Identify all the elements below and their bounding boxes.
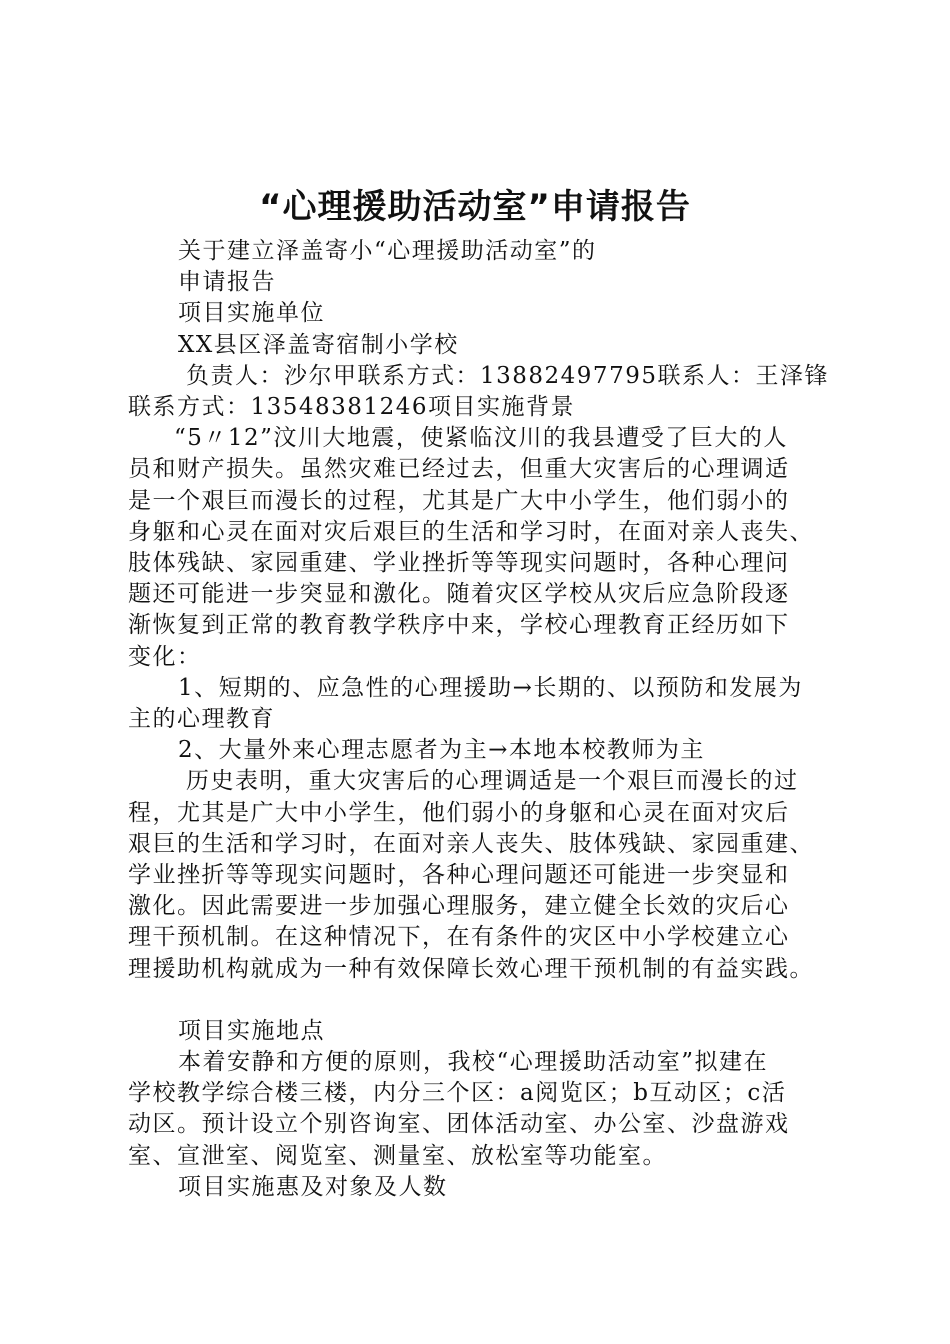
text-line: 学业挫折等等现实问题时，各种心理问题还可能进一步突显和 [128,862,790,889]
text-line: 学校教学综合楼三楼，内分三个区：a阅览区；b互动区；c活 [128,1080,787,1107]
section-heading: 项目实施地点 [178,1017,325,1044]
text-line: 程，尤其是广大中小学生，他们弱小的身躯和心灵在面对灾后 [128,799,790,826]
text-line: 题还可能进一步突显和激化。随着灾区学校从灾后应急阶段逐 [128,581,790,608]
document-body [128,236,858,1203]
text-line: 主的心理教育 [128,706,275,733]
text-line: 艰巨的生活和学习时，在面对亲人丧失、肢体残缺、家园重建、 [128,830,814,857]
section-heading: 项目实施惠及对象及人数 [178,1173,448,1200]
text-line: 员和财产损失。虽然灾难已经过去，但重大灾害后的心理调适 [128,456,790,483]
text-line: 负责人：沙尔甲联系方式：13882497795联系人：王泽锋 [186,362,829,389]
text-line: 身躯和心灵在面对灾后艰巨的生活和学习时，在面对亲人丧失、 [128,518,814,545]
text-line: 理援助机构就成为一种有效保障长效心理干预机制的有益实践。 [128,955,814,982]
list-item: 2、大量外来心理志愿者为主→本地本校教师为主 [178,737,705,764]
text-line: 关于建立泽盖寄小“心理援助活动室”的 [178,238,597,264]
text-line: 渐恢复到正常的教育教学秩序中来，学校心理教育正经历如下 [128,612,790,639]
text-line: XX县区泽盖寄宿制小学校 [178,331,459,358]
text-line: 申请报告 [178,269,276,296]
text-line: 激化。因此需要进一步加强心理服务，建立健全长效的灾后心 [128,893,790,920]
text-line: 室、宣泄室、阅览室、测量室、放松室等功能室。 [128,1142,667,1169]
list-item: 1、短期的、应急性的心理援助→长期的、以预防和发展为 [178,674,803,701]
text-line: 肢体残缺、家园重建、学业挫折等等现实问题时，各种心理问 [128,550,790,577]
document-title: “心理援助活动室”申请报告 [259,187,691,227]
text-line: “5〃12”汶川大地震，使紧临汶川的我县遭受了巨大的人 [174,425,788,452]
text-line: 理干预机制。在这种情况下，在有条件的灾区中小学校建立心 [128,924,790,951]
paragraph-gap [128,985,858,1016]
text-line: 变化： [128,643,202,670]
text-line: 联系方式：13548381246项目实施背景 [128,394,575,421]
text-line: 本着安静和方便的原则，我校“心理援助活动室”拟建在 [178,1049,769,1076]
text-line: 动区。预计设立个别咨询室、团体活动室、办公室、沙盘游戏 [128,1111,790,1138]
text-line: 历史表明，重大灾害后的心理调适是一个艰巨而漫长的过 [186,768,799,795]
section-heading: 项目实施单位 [178,300,325,327]
text-line: 是一个艰巨而漫长的过程，尤其是广大中小学生，他们弱小的 [128,487,790,514]
